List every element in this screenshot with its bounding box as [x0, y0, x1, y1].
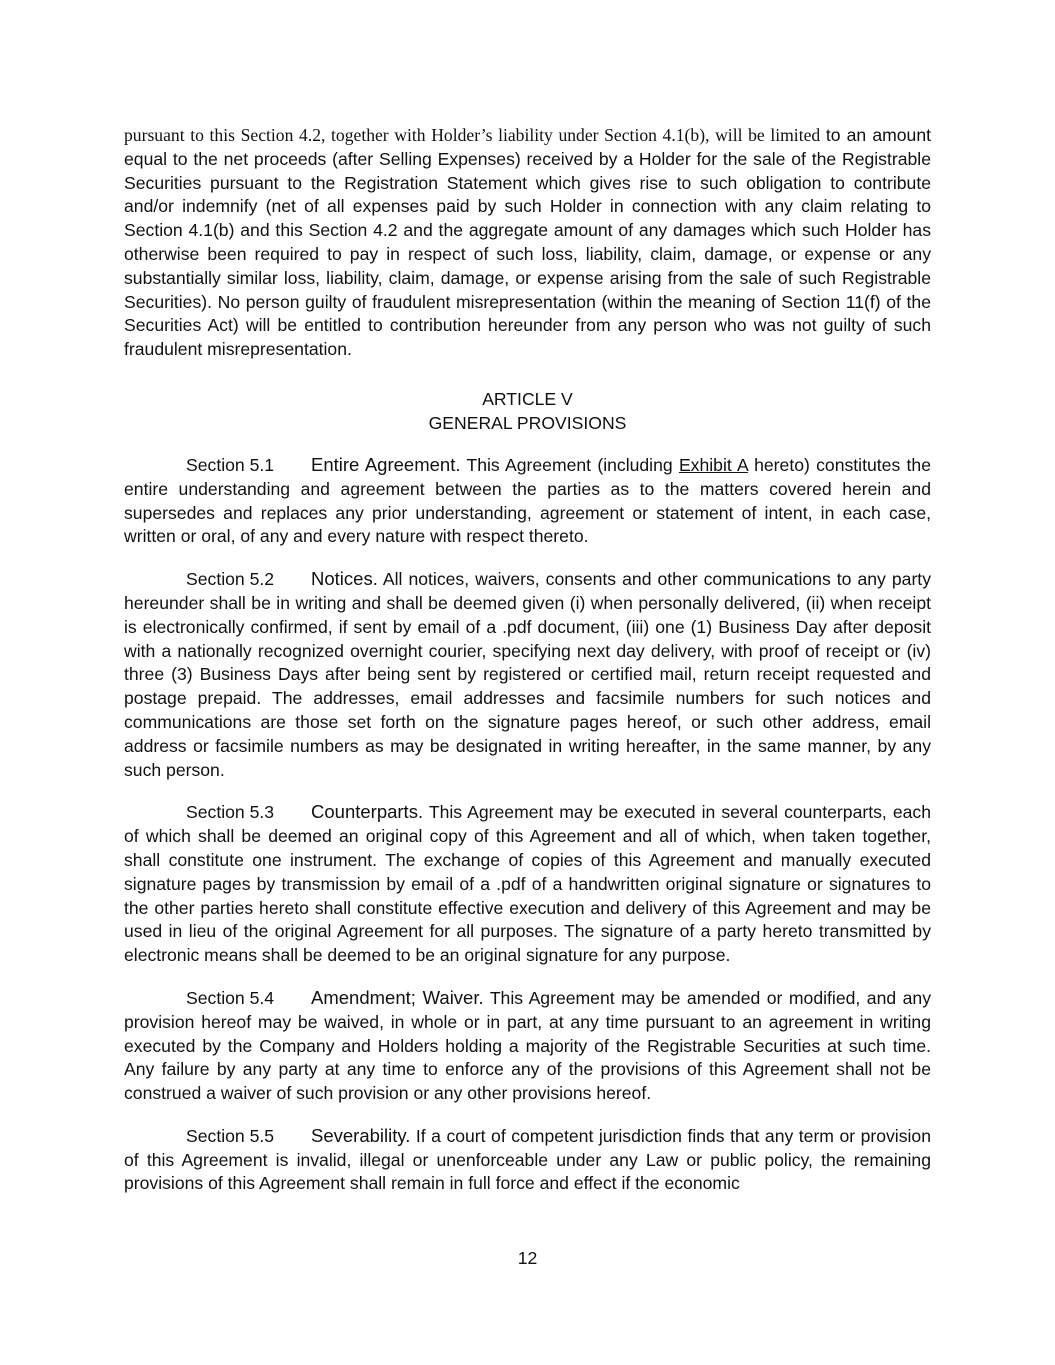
exhibit-a-reference: Exhibit A: [678, 454, 748, 475]
section-5-3: [124, 800, 931, 968]
section-heading: Entire Agreement.: [311, 453, 461, 475]
section-heading: Severability.: [311, 1124, 411, 1146]
section-number: Section 5.5: [186, 1125, 275, 1146]
section-number: Section 5.1: [186, 454, 275, 475]
article-number: ARTICLE V: [482, 388, 573, 409]
intro-serif-text: pursuant to this Section 4.2, together with Holder’s liability under Section 4.1(b), will be limited: [124, 125, 821, 145]
section-text: This Agreement may be amended or modified, and any provision hereof may be waived, in whole or in part, at any time pursuant to an agreement in writing executed by the Company and Holders holding a majority of the Registrable Securities at such time. Any failure by any party at any time to enforce any of the provisions of this Agreement shall not be construed a waiver of such provision or any other provisions hereof.: [124, 987, 931, 1104]
article-heading: [124, 387, 931, 435]
section-text: This Agreement may be executed in several counterparts, each of which shall be deemed an original copy of this Agreement and all of which, when taken together, shall constitute one instrument. The exchange of copies of this Agreement and manually executed signature pages by transmission by email of a .pdf of a handwritten original signature or signatures to the other parties hereto shall constitute effective execution and delivery of this Agreement and may be used in lieu of the original Agreement for all purposes. The signature of a party hereto transmitted by electronic means shall be deemed to be an original signature for any purpose.: [124, 802, 931, 966]
section-number: Section 5.3: [186, 802, 275, 823]
section-5-2: [124, 567, 931, 782]
section-heading: Notices.: [311, 568, 378, 590]
section-number: Section 5.2: [186, 569, 275, 590]
section-text-continued: hereto) constitutes the entire understanding and agreement between the parties as to the matters covered herein and supersedes and replaces any prior understanding, agreement or statement of intent, in each case, written or oral, of any and every nature with respect thereto.: [124, 454, 931, 547]
intro-sans-text: to an amount equal to the net proceeds (after Selling Expenses) received by a Holder for the sale of the Registrable Securities pursuant to the Registration Statement which gives rise to such obligation to contribute and/or indemnify (net of all expenses paid by such Holder in connection with any claim relating to Section 4.1(b) and this Section 4.2 and the aggregate amount of any damages which such Holder has otherwise been required to pay in respect of such loss, liability, claim, damage, or expense or any substantially similar loss, liability, claim, damage, or expense arising from the sale of such Registrable Securities). No person guilty of fraudulent misrepresentation (within the meaning of Section 11(f) of the Securities Act) will be entitled to contribution hereunder from any person who was not guilty of such fraudulent misrepresentation.: [124, 125, 932, 360]
section-heading: Amendment; Waiver.: [311, 986, 484, 1008]
section-5-1: [124, 453, 931, 549]
section-text: If a court of competent jurisdiction finds that any term or provision of this Agreement is invalid, illegal or unenforceable under any Law or public policy, the remaining provisions of this Agreement shall remain in full force and effect if the economic: [124, 1125, 931, 1194]
section-text: This Agreement (including: [466, 454, 679, 475]
section-text: All notices, waivers, consents and other communications to any party hereunder shall be in writing and shall be deemed given (i) when personally delivered, (ii) when receipt is electronically confirmed, if sent by email of a .pdf document, (iii) one (1) Business Day after deposit with a nationally recognized overnight courier, specifying next day delivery, with proof of receipt or (iv) three (3) Business Days after being sent by registered or certified mail, return receipt requested and postage prepaid. The addresses, email addresses and facsimile numbers for such notices and communications are those set forth on the signature pages hereof, or such other address, email address or facsimile numbers as may be designated in writing hereafter, in the same manner, by any such person.: [124, 569, 931, 780]
article-title: GENERAL PROVISIONS: [428, 412, 627, 433]
section-5-5: [124, 1124, 931, 1196]
section-heading: Counterparts.: [311, 801, 424, 823]
section-number: Section 5.4: [186, 987, 275, 1008]
intro-paragraph: [124, 124, 931, 362]
page-number: 12: [517, 1248, 538, 1268]
section-5-4: [124, 986, 931, 1106]
document-page: [124, 124, 931, 1214]
